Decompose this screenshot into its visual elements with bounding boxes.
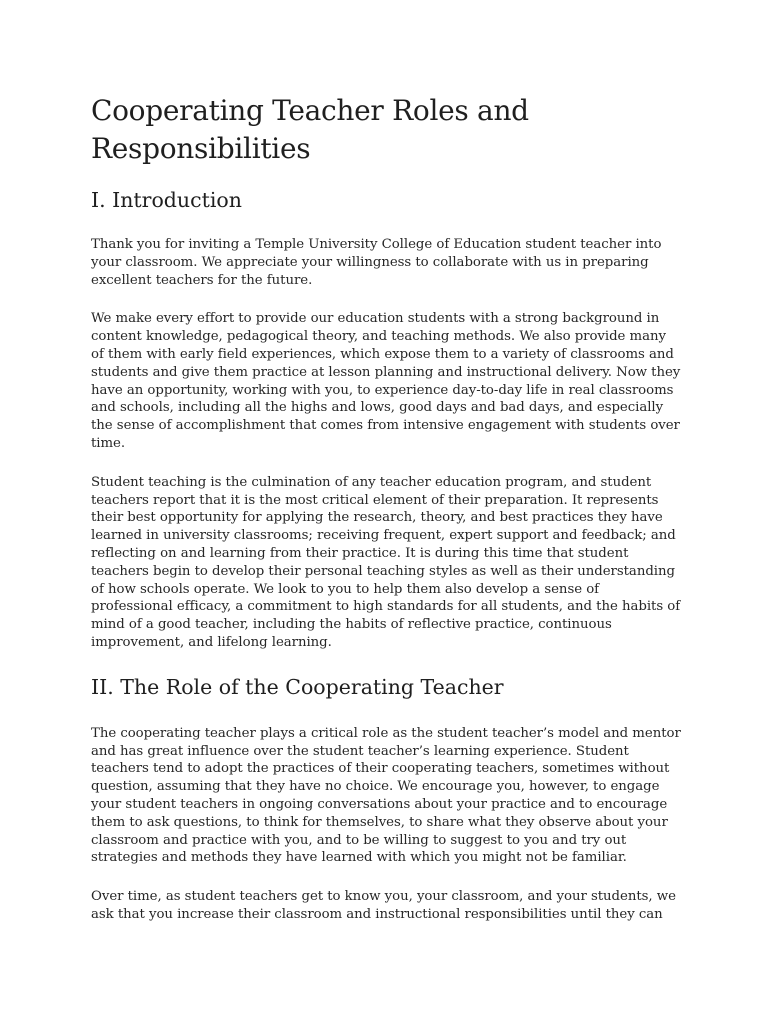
paragraph: Student teaching is the culmination of any teacher education program, and student teachers report that it is the most critical element of their preparation. It represents their best opportunity for applying the research, theory, and best practices they have learned in university classrooms; receiving frequent, expert support and feedback; and reflecting on and learning from their practice. It is during this time that student teachers begin to develop their personal teaching styles as well as their understanding of how schools operate. We look to you to help them also develop a sense of professional efficacy, a commitment to high standards for all students, and the habits of mind of a good teacher, including the habits of reflective practice, continuous improvement, and lifelong learning.	[91, 474, 681, 650]
paragraph: The cooperating teacher plays a critical role as the student teacher’s model and mentor and has great influence over the student teacher’s learning experience. Student teachers tend to adopt the practices of their cooperating teachers, sometimes without question, assuming that they have no choice. We encourage you, however, to engage your student teachers in ongoing conversations about your practice and to encourage them to ask questions, to think for themselves, to share what they observe about your classroom and practice with you, and to be willing to suggest to you and try out strategies and methods they have learned with which you might not be familiar.	[91, 725, 681, 866]
paragraph: We make every effort to provide our education students with a strong background in content knowledge, pedagogical theory, and teaching methods. We also provide many of them with early field experiences, which expose them to a variety of classrooms and students and give them practice at lesson planning and instructional delivery. Now they have an opportunity, working with you, to experience day-to-day life in real classrooms and schools, including all the highs and lows, good days and bad days, and especially the sense of accomplishment that comes from intensive engagement with students over time.	[91, 311, 681, 451]
paragraph: Thank you for inviting a Temple University College of Education student teacher into your classroom. We appreciate your willingness to collaborate with us in preparing excellent teachers for the future.	[91, 237, 662, 288]
section-heading-introduction: I. Introduction	[91, 188, 242, 212]
document-title: Cooperating Teacher Roles and Responsibilities	[91, 94, 529, 165]
section-heading-role: II. The Role of the Cooperating Teacher	[91, 674, 504, 699]
paragraph: Over time, as student teachers get to know you, your classroom, and your students, we ask that you increase their classroom and instructional responsibilities until they can	[91, 889, 676, 922]
